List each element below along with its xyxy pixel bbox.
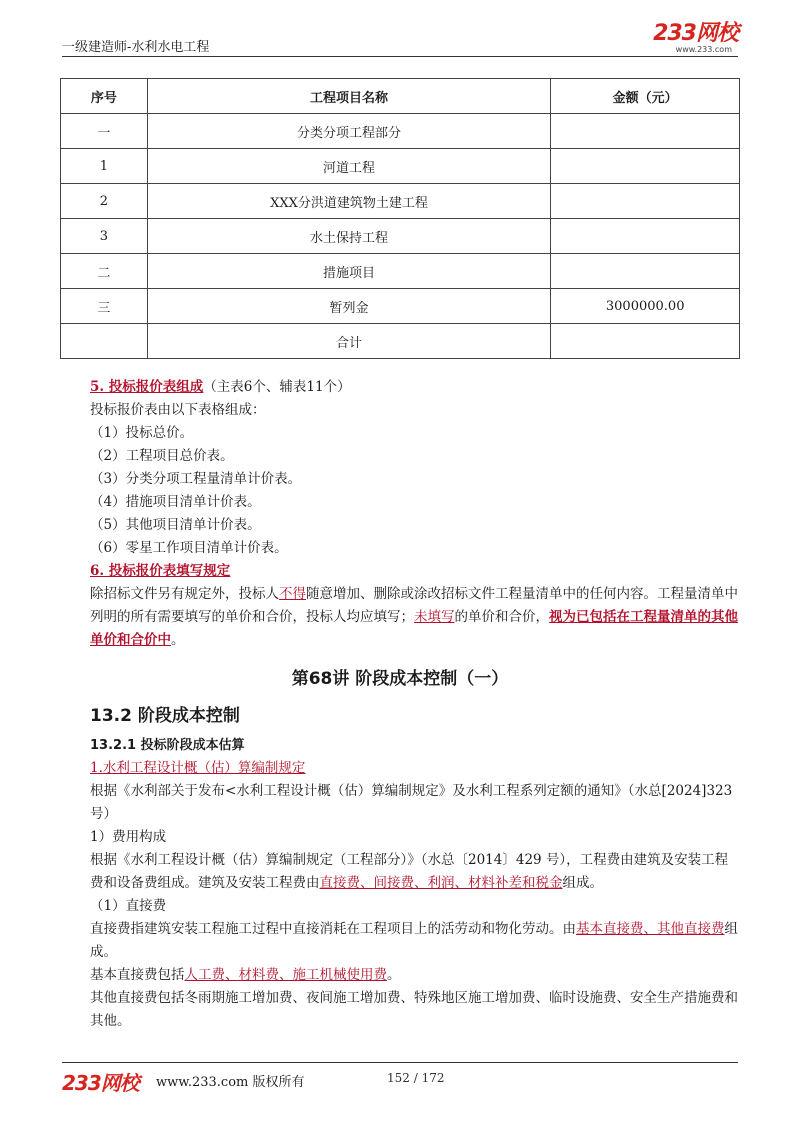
basic-paragraph <box>62 964 738 987</box>
text-run: 的单价和合价， <box>454 609 549 625</box>
fee-paragraph <box>62 849 738 895</box>
lecture-title: 第68讲 阶段成本控制（一） <box>291 669 509 689</box>
cell-amount <box>551 114 740 149</box>
highlight-text: 基本直接费、其他直接费 <box>576 921 725 937</box>
table-row <box>61 184 740 219</box>
text-run: 。 <box>171 632 185 648</box>
text-run: 除招标文件另有规定外，投标人 <box>90 586 279 602</box>
col-header-index: 序号 <box>61 79 148 114</box>
page-header <box>62 22 738 57</box>
cell-name: XXX分洪道建筑物土建工程 <box>147 184 551 219</box>
section5-suffix: （主表6个、辅表11个） <box>203 379 351 395</box>
text-run: 组成。 <box>562 875 603 891</box>
cell-index: 三 <box>61 289 148 324</box>
col-header-name: 工程项目名称 <box>147 79 551 114</box>
part1-paragraph: 根据《水利部关于发布<水利工程设计概（估）算编制规定》及水利工程系列定额的通知》（水总[2024]323号） <box>90 783 733 822</box>
list-item: （6）零星工作项目清单计价表。 <box>90 540 288 556</box>
brand-logo <box>653 22 738 54</box>
cell-amount <box>551 324 740 359</box>
table-header-row <box>61 79 740 114</box>
cell-name: 合计 <box>147 324 551 359</box>
text-run: 直接费指建筑安装工程施工过程中直接消耗在工程项目上的活劳动和物化劳动。由 <box>90 921 576 937</box>
cell-amount: 3000000.00 <box>551 289 740 324</box>
cell-name: 水土保持工程 <box>147 219 551 254</box>
text-run: 根据《水利工程设计概（估）算编制规定（工程部分）》（水总〔2014〕429 号），工程费由建筑及安装工程费和设备费组成。建筑及安装工程费由 <box>90 852 729 891</box>
list-item: （5）其他项目清单计价表。 <box>90 517 261 533</box>
cell-name: 分类分项工程部分 <box>147 114 551 149</box>
direct-title: （1）直接费 <box>90 898 167 914</box>
page-number: 152 / 172 <box>387 1071 445 1085</box>
footer-site: www.233.com 版权所有 <box>156 1075 305 1090</box>
highlight-text: 视为已包括在工程量清单的其他单价和合价中 <box>90 609 738 648</box>
table-row <box>61 289 740 324</box>
footer-logo: 233网校 <box>62 1071 139 1095</box>
subsection-heading: 13.2.1 投标阶段成本估算 <box>90 738 245 753</box>
highlight-text: 未填写 <box>414 609 455 625</box>
text-run: 。 <box>387 967 401 983</box>
cell-index: 1 <box>61 149 148 184</box>
cell-index: 二 <box>61 254 148 289</box>
highlight-text: 不得 <box>279 586 306 602</box>
fee-title: 1）费用构成 <box>90 829 167 845</box>
text-run: 随意增加、删除或涂改招标文件工程量清单中的任何内容。工程量清单中列明的所有需要填写的单价和合价，投标人均应填写； <box>90 586 738 625</box>
section5-title: 5. 投标报价表组成 <box>90 379 204 395</box>
direct-paragraph <box>62 918 738 964</box>
page-footer <box>62 1062 738 1093</box>
section6-heading <box>62 560 738 583</box>
cell-name: 措施项目 <box>147 254 551 289</box>
logo-text: 233网校 <box>653 21 738 46</box>
other-paragraph: 其他直接费包括冬雨期施工增加费、夜间施工增加费、特殊地区施工增加费、临时设施费、安全生产措施费和其他。 <box>90 990 738 1029</box>
cell-amount <box>551 149 740 184</box>
table-row-total <box>61 324 740 359</box>
cell-name: 河道工程 <box>147 149 551 184</box>
cell-index: 2 <box>61 184 148 219</box>
cell-index: 3 <box>61 219 148 254</box>
list-item: （4）措施项目清单计价表。 <box>90 494 261 510</box>
table-row <box>61 219 740 254</box>
cell-amount <box>551 254 740 289</box>
list-item: （3）分类分项工程量清单计价表。 <box>90 471 302 487</box>
table-row <box>61 114 740 149</box>
section-13-2-heading: 13.2 阶段成本控制 <box>90 706 240 726</box>
text-run: 组成。 <box>90 921 738 960</box>
highlight-text: 直接费、间接费、利润、材料补差和税金 <box>319 875 563 891</box>
list-item: （2）工程项目总价表。 <box>90 448 234 464</box>
col-header-amount: 金额（元） <box>551 79 740 114</box>
header-title: 一级建造师-水利水电工程 <box>62 40 210 55</box>
cell-index <box>61 324 148 359</box>
section6-paragraph <box>62 583 738 652</box>
table-row <box>61 254 740 289</box>
cell-name: 暂列金 <box>147 289 551 324</box>
text-run: 基本直接费包括 <box>90 967 185 983</box>
section5-intro: 投标报价表由以下表格组成： <box>90 402 266 418</box>
part1-title: 1.水利工程设计概（估）算编制规定 <box>90 760 306 776</box>
cell-amount <box>551 184 740 219</box>
logo-sub: www.233.com <box>675 45 732 54</box>
project-cost-table <box>60 78 740 359</box>
section5-heading <box>62 376 738 399</box>
part1-heading <box>62 757 738 780</box>
document-body <box>62 376 738 1033</box>
cell-amount <box>551 219 740 254</box>
highlight-text: 人工费、材料费、施工机械使用费 <box>184 967 387 983</box>
cell-index: 一 <box>61 114 148 149</box>
list-item: （1）投标总价。 <box>90 425 194 441</box>
table-row <box>61 149 740 184</box>
section6-title: 6. 投标报价表填写规定 <box>90 563 231 579</box>
